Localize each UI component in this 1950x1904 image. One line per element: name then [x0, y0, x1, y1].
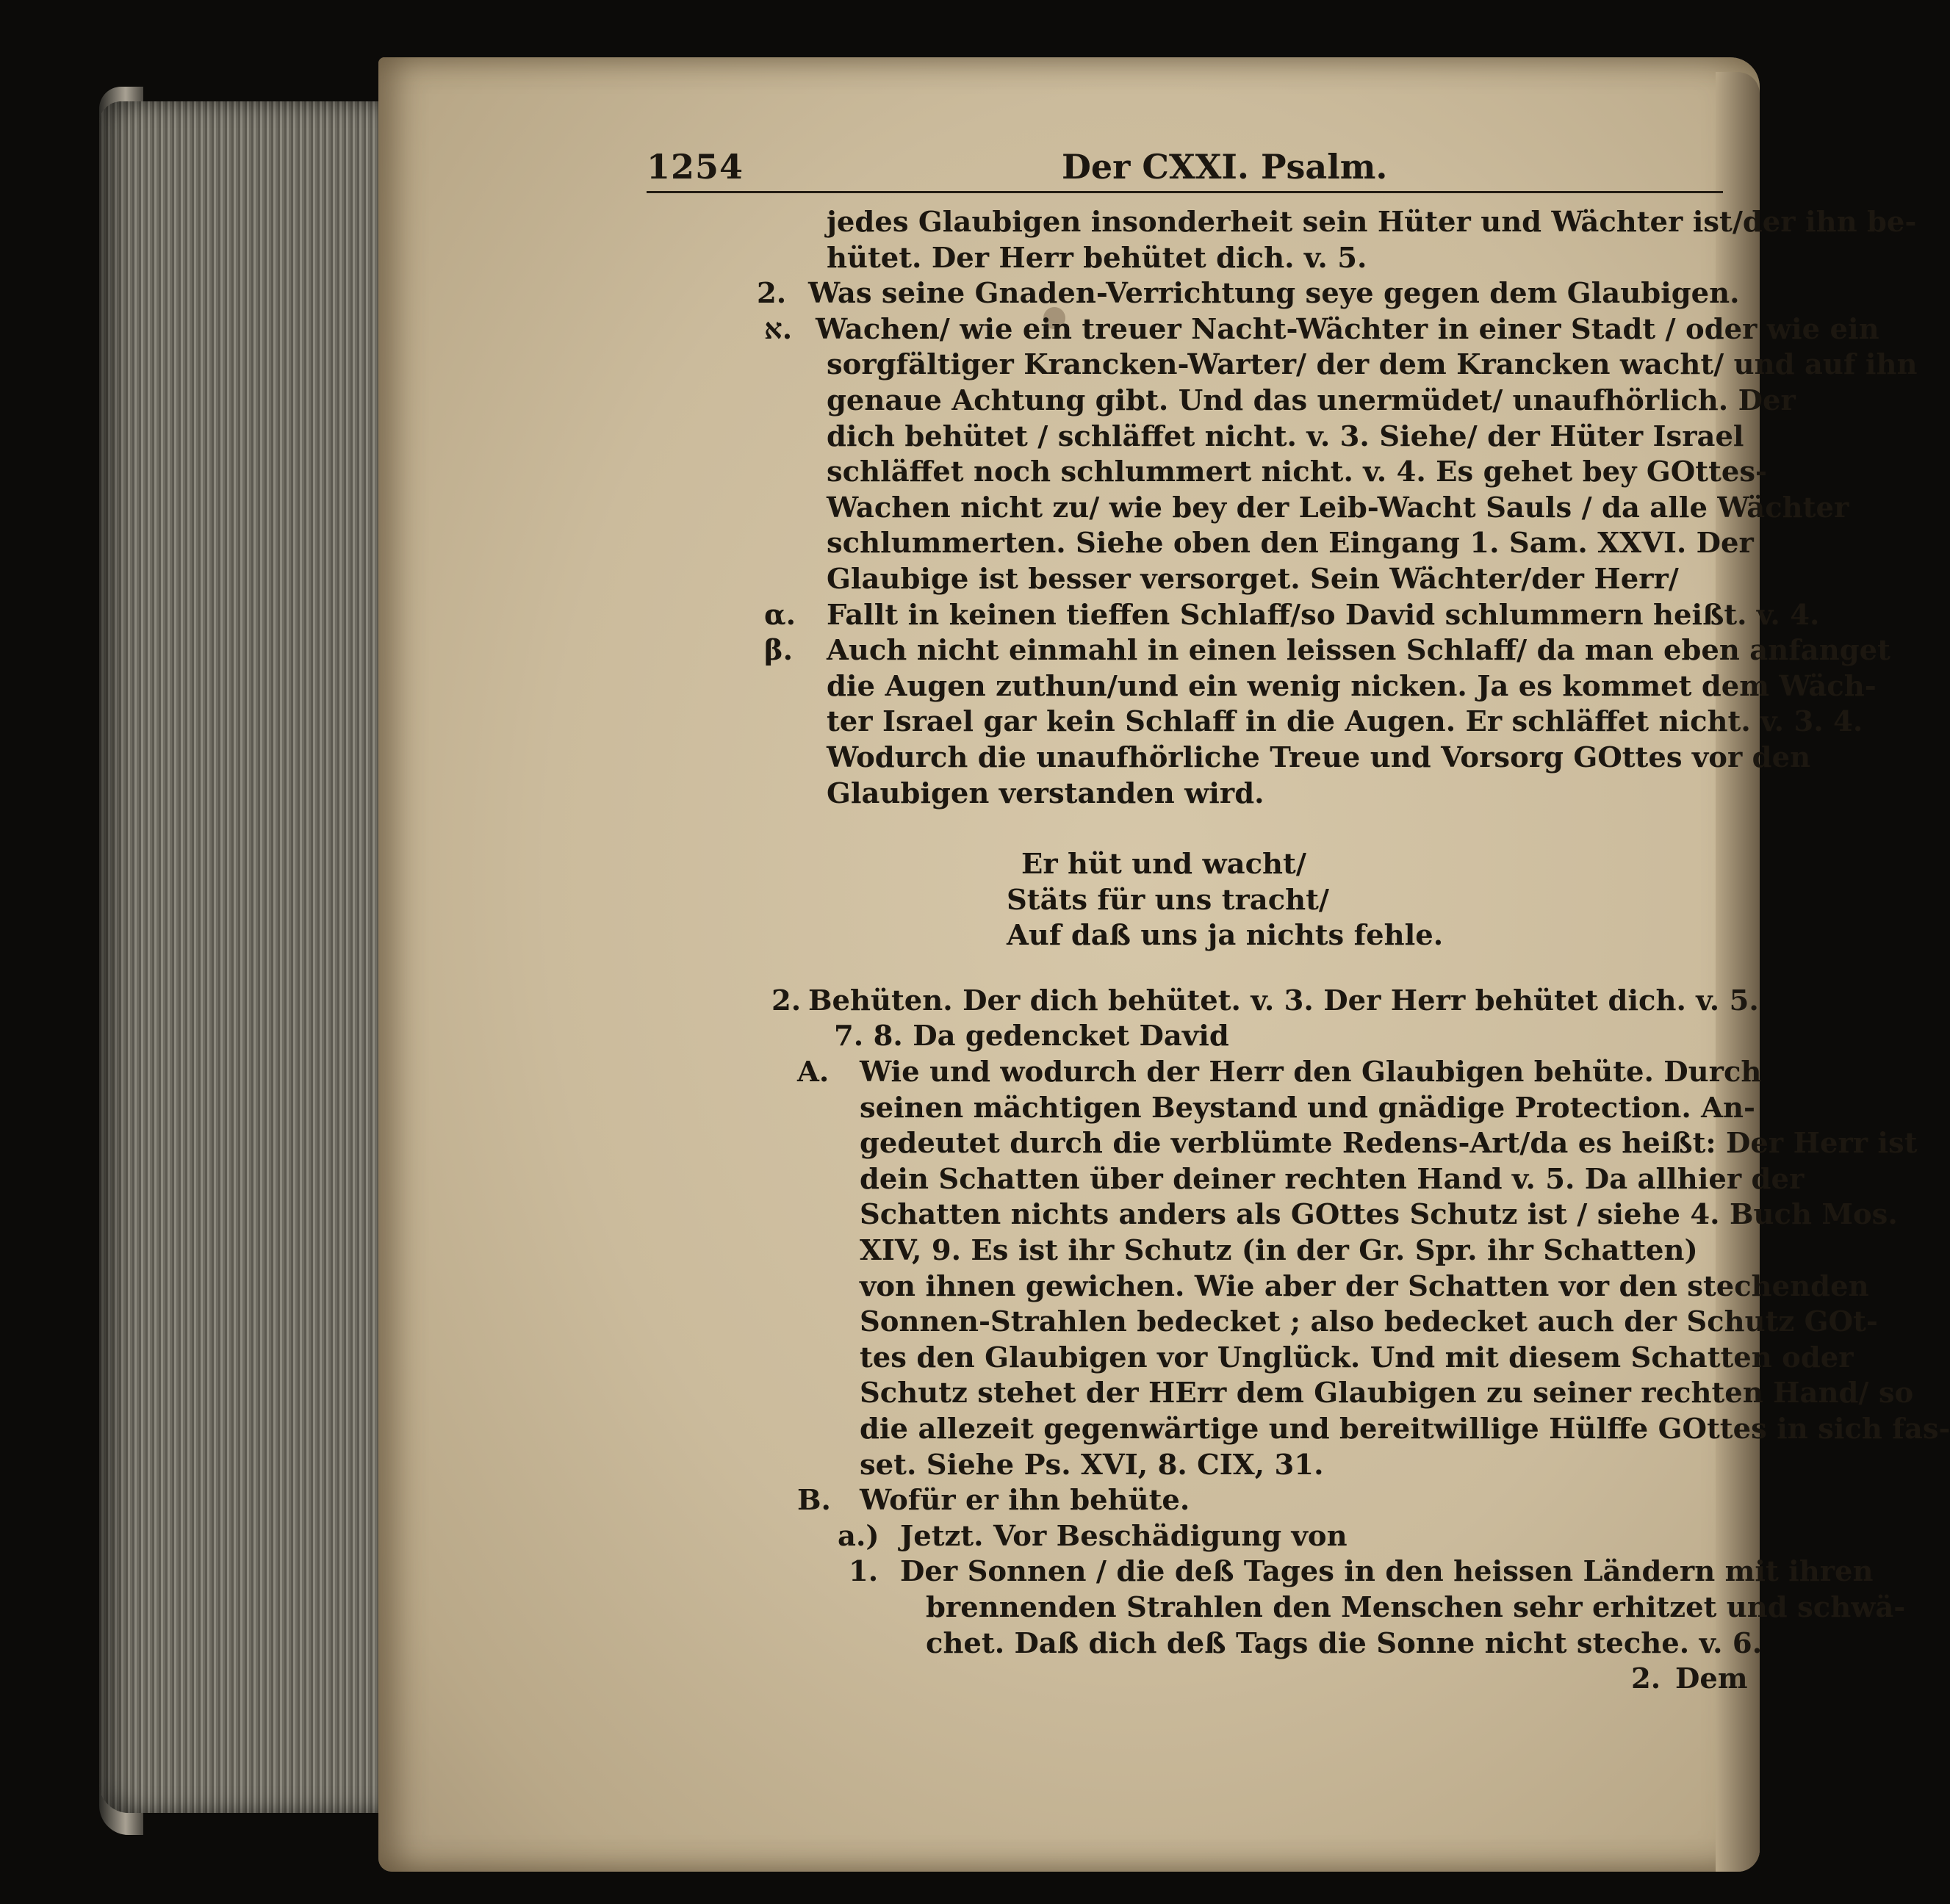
text-body	[647, 205, 1950, 1698]
text-span: Fallt in keinen tieffen Schlaff/so David schlummern heißt. v. 4.	[827, 598, 1820, 632]
text-line: Schatten nichts anders als GOttes Schutz ist / siehe 4. Buch Mos.	[860, 1198, 1898, 1232]
book-page	[378, 57, 1950, 1872]
page-content	[647, 147, 1950, 1698]
page-header	[647, 147, 1723, 193]
text-span: Jetzt. Vor Beschädigung von	[900, 1519, 1348, 1553]
text-line: Glaubige ist besser versorget. Sein Wächter/der Herr/	[827, 562, 1679, 596]
text-line: gedeutet durch die verblümte Redens-Art/da es heißt: Der Herr ist	[860, 1127, 1918, 1161]
catchword-line	[647, 1662, 1748, 1698]
text-span: Wachen/ wie ein treuer Nacht-Wächter in einer Stadt / oder wie ein	[816, 312, 1879, 346]
text-line: 7. 8. Da gedencket David	[834, 1020, 1229, 1053]
text-line	[647, 633, 1890, 669]
text-line: Wachen nicht zu/ wie bey der Leib-Wacht Sauls / da alle Wächter	[827, 491, 1849, 524]
text-span: Was seine Gnaden-Verrichtung seye gegen dem Glaubigen.	[808, 277, 1740, 311]
text-line	[647, 312, 1879, 348]
catchword: Dem	[1675, 1662, 1748, 1696]
verse-line: Stäts für uns tracht/	[1007, 883, 1329, 917]
text-span: Der Sonnen / die deß Tages in den heissen Ländern mit ihren	[900, 1555, 1874, 1589]
text-span: Wie und wodurch der Herr den Glaubigen behüte. Durch	[860, 1056, 1762, 1089]
verse-line: Auf daß uns ja nichts fehle.	[1007, 919, 1444, 953]
text-line	[647, 1554, 1874, 1590]
text-line: seinen mächtigen Beystand und gnädige Protection. An-	[860, 1091, 1756, 1125]
outline-marker: א.	[764, 312, 793, 346]
text-line: tes den Glaubigen vor Unglück. Und mit diesem Schatten oder	[860, 1341, 1854, 1374]
text-line: von ihnen gewichen. Wie aber der Schatten vor den stechenden	[860, 1269, 1869, 1303]
page-block-edges	[99, 101, 408, 1813]
text-line: sorgfältiger Krancken-Warter/ der dem Krancken wacht/ und auf ihn	[827, 348, 1918, 382]
text-line	[647, 1483, 1719, 1519]
text-line	[647, 984, 1759, 1020]
outline-marker: 2.	[771, 984, 802, 1017]
text-line: dein Schatten über deiner rechten Hand v. 5. Da allhier der	[860, 1162, 1805, 1196]
spacer	[647, 954, 1719, 984]
outline-marker: α.	[764, 598, 796, 632]
verse-line: Er hüt und wacht/	[1021, 848, 1306, 881]
text-line: hütet. Der Herr behütet dich. v. 5.	[827, 241, 1367, 275]
text-line: die allezeit gegenwärtige und bereitwillige Hülffe GOttes in sich fas-	[860, 1413, 1950, 1446]
text-line: XIV, 9. Es ist ihr Schutz (in der Gr. Spr. ihr Schatten)	[860, 1234, 1698, 1268]
outline-marker: 2.	[1631, 1662, 1661, 1696]
text-line: Wodurch die unaufhörliche Treue und Vorsorg GOttes vor den	[827, 740, 1811, 774]
text-line: jedes Glaubigen insonderheit sein Hüter und Wächter ist/der ihn be-	[827, 206, 1917, 239]
outline-marker: β.	[764, 634, 793, 668]
outline-marker: 2.	[757, 277, 787, 311]
text-span: Wofür er ihn behüte.	[860, 1484, 1190, 1518]
text-span: Behüten. Der dich behütet. v. 3. Der Herr behütet dich. v. 5.	[808, 984, 1759, 1017]
text-line: brennenden Strahlen den Menschen sehr erhitzet und schwä-	[926, 1590, 1906, 1624]
outline-marker: A.	[797, 1056, 830, 1089]
text-line: chet. Daß dich deß Tags die Sonne nicht steche. v. 6.	[926, 1626, 1763, 1660]
text-line: die Augen zuthun/und ein wenig nicken. Ja es kommet dem Wäch-	[827, 669, 1877, 703]
text-line	[647, 1519, 1719, 1555]
text-line: schläffet noch schlummert nicht. v. 4. Es gehet bey GOttes-	[827, 455, 1768, 489]
text-line	[647, 1055, 1762, 1091]
text-line: set. Siehe Ps. XVI, 8. CIX, 31.	[860, 1448, 1324, 1482]
outline-marker: B.	[797, 1484, 831, 1518]
outline-marker: a.)	[838, 1519, 879, 1553]
page-number: 1254	[647, 147, 744, 187]
text-line: Schutz stehet der HErr dem Glaubigen zu seiner rechten Hand/ so	[860, 1377, 1914, 1410]
spacer	[647, 812, 1719, 847]
text-line: schlummerten. Siehe oben den Eingang 1. Sam. XXVI. Der	[827, 527, 1754, 560]
text-line	[647, 598, 1820, 634]
text-line	[647, 276, 1740, 312]
open-book	[99, 57, 1950, 1904]
outline-marker: 1.	[849, 1555, 879, 1589]
text-line: ter Israel gar kein Schlaff in die Augen. Er schläffet nicht. v. 3. 4.	[827, 705, 1863, 739]
text-span: Auch nicht einmahl in einen leissen Schlaff/ da man eben anfanget	[827, 634, 1890, 668]
running-head: Der CXXI. Psalm.	[1062, 147, 1388, 187]
text-line: genaue Achtung gibt. Und das unermüdet/ unaufhörlich. Der	[827, 383, 1796, 417]
text-line: Glaubigen verstanden wird.	[827, 776, 1264, 810]
text-line: dich behütet / schläffet nicht. v. 3. Siehe/ der Hüter Israel	[827, 419, 1744, 453]
text-line: Sonnen-Strahlen bedecket ; also bedecket auch der Schutz GOt-	[860, 1305, 1878, 1339]
